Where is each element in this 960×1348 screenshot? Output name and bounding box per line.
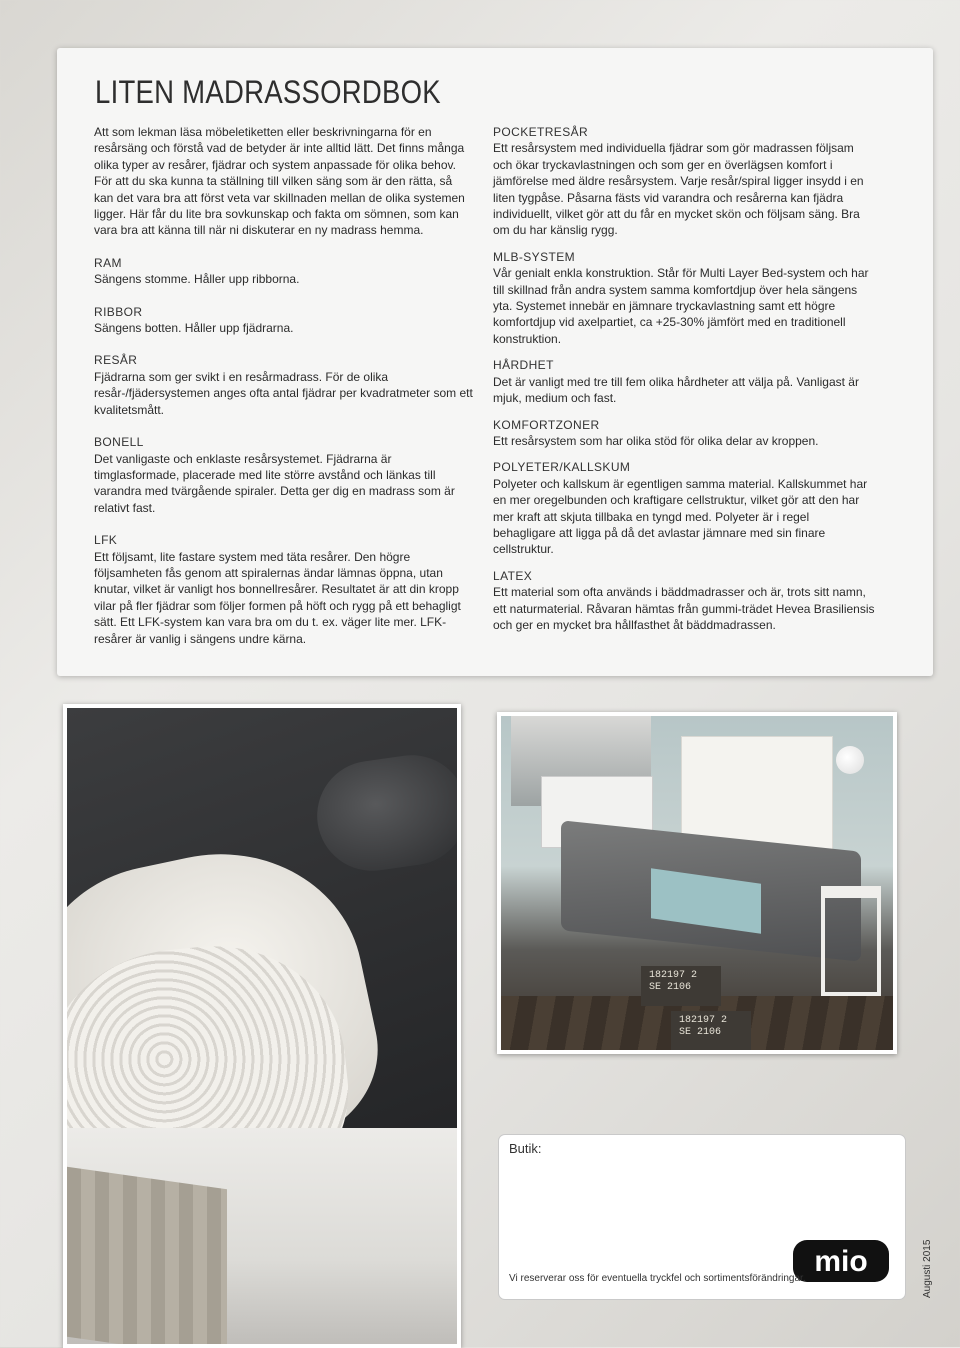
term-latex (493, 568, 875, 634)
term-heading: POCKETRESÅR (493, 125, 589, 139)
term-ram (94, 255, 474, 288)
term-heading: BONELL (94, 435, 144, 450)
left-column (94, 124, 474, 647)
term-text: Ett följsamt, lite fastare system med täta resårer. Den högre följsamheten fås genom att spiralernas ändar lämnas öppna, utan knutar, vilket är vanligt hos bonnellresårer. Resultatet är att din kropp vilar på fler fjädrar som följer formen på höft och rygg på ett behagligt sätt. Ett LFK-system kan vara bra om du t. ex. väger lite mer. LFK-resårer är vanlig i sängens undre kärna. (94, 549, 461, 646)
storage-box-label: 182197 2 SE 2106 (641, 966, 721, 1006)
term-heading: MLB-SYSTEM (493, 249, 576, 264)
term-heading: HÅRDHET (493, 358, 554, 373)
term-lfk (94, 532, 474, 647)
term-text: Det är vanligt med tre till fem olika hårdheter att välja på. Vanligast är mjuk, medium och fast. (493, 374, 859, 406)
term-text: Sängens botten. Håller upp fjädrarna. (94, 321, 294, 336)
term-mlb-system (493, 249, 875, 347)
blanket (67, 1167, 227, 1348)
term-text: Sängens stomme. Håller upp ribborna. (94, 272, 300, 287)
term-hardhet (493, 357, 875, 406)
logo-text: mio (814, 1245, 868, 1278)
dictionary-panel (57, 48, 933, 676)
term-ribbor (94, 304, 474, 337)
term-polyeter (493, 459, 875, 557)
term-text: Polyeter och kallskum är egentligen samma material. Kallskummet har en mer oregelbunden och kraftigare cellstruktur, vilket gör att den har mer kraft att skjuta tillbaka en tyngd med. Polyeter är i regel behagligare att ligga på då det avlastar jämnare med sin finare cellstruktur. (493, 476, 868, 557)
term-text: Ett resårsystem med individuella fjädrar som gör madrassen följsam och ökar tryckavlastningen och som ger en överlägsen komfort i jämförelse med äldre resårsystem. Varje resår/spiral ligger insydd i en liten tygpåse. Påsarna fästs vid varandra och resårerna kan fjädra individuellt, vilket gör att du får en mycket skön och följsam säng. Bra om du har känslig rygg. (493, 141, 864, 238)
term-komfortzoner (493, 417, 875, 450)
store-stamp-box (498, 1134, 906, 1300)
pendant-lamp (836, 746, 864, 774)
term-text: Det vanligaste och enklaste resårsystemet. Fjädrarna är timglasformade, placerade med lite större avstånd och länkas till varandra med tvärgående spiraler. Detta ger dig en madrass som är relativt fast. (94, 451, 455, 515)
term-text: Ett material som ofta används i bäddmadrasser och är, trots sitt namn, ett naturmaterial. Råvaran hämtas från gummi-trädet Hevea Brasiliensis och ger en mycket bra hållfasthet åt bäddmadrassen. (493, 585, 875, 632)
disclaimer-text: Vi reserverar oss för eventuella tryckfel och sortimentsförändringar. (509, 1273, 806, 1284)
page-title: LITEN MADRASSORDBOK (95, 74, 441, 110)
storage-box-label: 182197 2 SE 2106 (671, 1011, 751, 1051)
store-label: Butik: (509, 1141, 542, 1156)
term-resar (94, 352, 474, 418)
headboard-roll-cushion (310, 748, 461, 878)
intro-paragraph: Att som lekman läsa möbeletiketten eller beskrivningarna för en resårsäng och förstå vad de betyder är inte alltid lätt. Det finns många olika typer av resårer, fjädrar och system anpassade för olika behov. För att du ska kunna ta ställning till vilken säng som är den rätta, så kan det vara bra att först veta var skillnaden mellan de olika systemen ligger. Här får du lite bra sovkunskap och fakta om sömnen, som kan vara bra att känna till när ni diskuterar en ny madrass hemma. (94, 125, 465, 238)
bed-pillows-photo (63, 704, 461, 1348)
term-heading: KOMFORTZONER (493, 417, 600, 432)
term-text: Vår genialt enkla konstruktion. Står för Multi Layer Bed-system och har till skillnad från andra system samma komfortdjup över hela sängens yta. Systemet innebär en jämnare tryckavlastning samt ett högre komfortdjup vid axelpartiet, ca +25-30% jämfört med en traditionell konstruktion. (493, 266, 869, 346)
mio-logo (792, 1239, 890, 1283)
term-heading: LATEX (493, 568, 533, 583)
term-text: Fjädrarna som ger svikt i en resårmadrass. För de olika resår-/fjädersystemen anges ofta antal fjädrar per kvadratmeter som ett kvalitetsmått. (94, 369, 473, 417)
term-bonell (94, 434, 474, 516)
bedroom-photo (497, 712, 897, 1054)
term-pocketresar (493, 124, 875, 239)
term-heading: RIBBOR (94, 304, 143, 319)
term-heading: RAM (94, 255, 122, 270)
term-text: Ett resårsystem som har olika stöd för olika delar av kroppen. (493, 433, 819, 448)
term-heading: POLYETER/KALLSKUM (493, 460, 631, 475)
term-heading: LFK (94, 533, 118, 548)
term-heading: RESÅR (94, 353, 138, 368)
bedside-table (821, 886, 881, 996)
right-column (493, 124, 875, 633)
date-label: Augusti 2015 (922, 1239, 933, 1298)
